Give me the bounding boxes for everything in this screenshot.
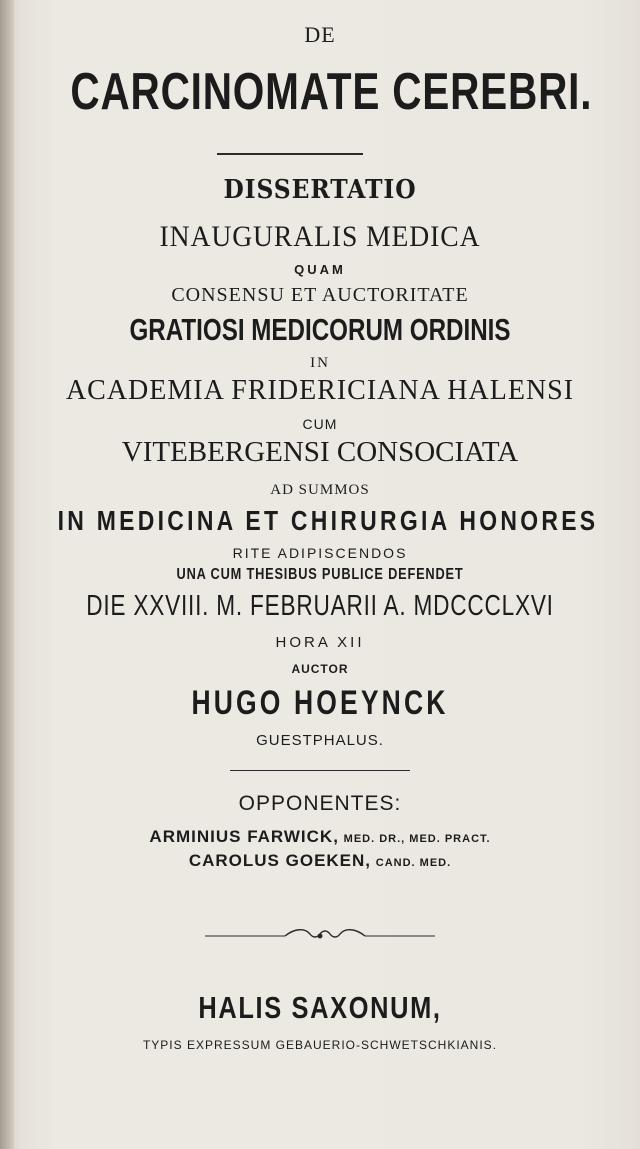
- imprint-printer: TYPIS EXPRESSUM GEBAUERIO-SCHWETSCHKIANIS.: [142, 1038, 498, 1052]
- consensu-line: CONSENSU ET AUCTORITATE: [171, 284, 469, 306]
- opponent-name: CAROLUS GOEKEN,: [188, 851, 372, 870]
- imprint-place: HALIS SAXONUM,: [198, 990, 442, 1025]
- opponent-item: [0, 851, 640, 871]
- auctor-label: AUCTOR: [291, 662, 349, 676]
- rite-line: RITE ADIPISCENDOS: [232, 545, 408, 561]
- hora-line: HORA XII: [275, 634, 365, 651]
- dissertatio-heading: DISSERTATIO: [223, 175, 417, 205]
- gratiosi-line: GRATIOSI MEDICORUM ORDINIS: [129, 312, 511, 347]
- in-line: IN: [310, 355, 330, 371]
- opponent-title: MED. DR., MED. PRACT.: [343, 833, 491, 845]
- main-title: CARCINOMATE CEREBRI.: [70, 63, 593, 121]
- author-name: HUGO HOEYNCK: [191, 684, 449, 722]
- medicina-line: IN MEDICINA ET CHIRURGIA HONORES: [57, 505, 599, 536]
- preposition-de: DE: [304, 22, 336, 47]
- opponents-rule: [230, 770, 410, 771]
- ornament-flourish-icon: [205, 926, 435, 946]
- vitebergensi-line: VITEBERGENSI CONSOCIATA: [121, 436, 519, 468]
- academia-line: ACADEMIA FRIDERICIANA HALENSI: [65, 375, 575, 406]
- una-cum-line: UNA CUM THESIBUS PUBLICE DEFENDET: [176, 566, 464, 583]
- date-line: DIE XXVIII. M. FEBRUARII A. MDCCCLXVI: [86, 590, 554, 622]
- opponent-title: CAND. MED.: [375, 857, 452, 869]
- opponents-heading: OPPONENTES:: [238, 792, 402, 815]
- inauguralis-line: INAUGURALIS MEDICA: [159, 220, 481, 253]
- cum-line: CUM: [302, 416, 338, 432]
- author-origin: GUESTPHALUS.: [256, 732, 384, 749]
- quam-line: QUAM: [294, 262, 346, 277]
- opponent-name: ARMINIUS FARWICK,: [149, 827, 339, 846]
- title-rule: [217, 153, 363, 155]
- ad-summos-line: AD SUMMOS: [270, 482, 370, 498]
- opponent-item: [0, 827, 640, 847]
- page-binding-edge: [0, 0, 14, 1149]
